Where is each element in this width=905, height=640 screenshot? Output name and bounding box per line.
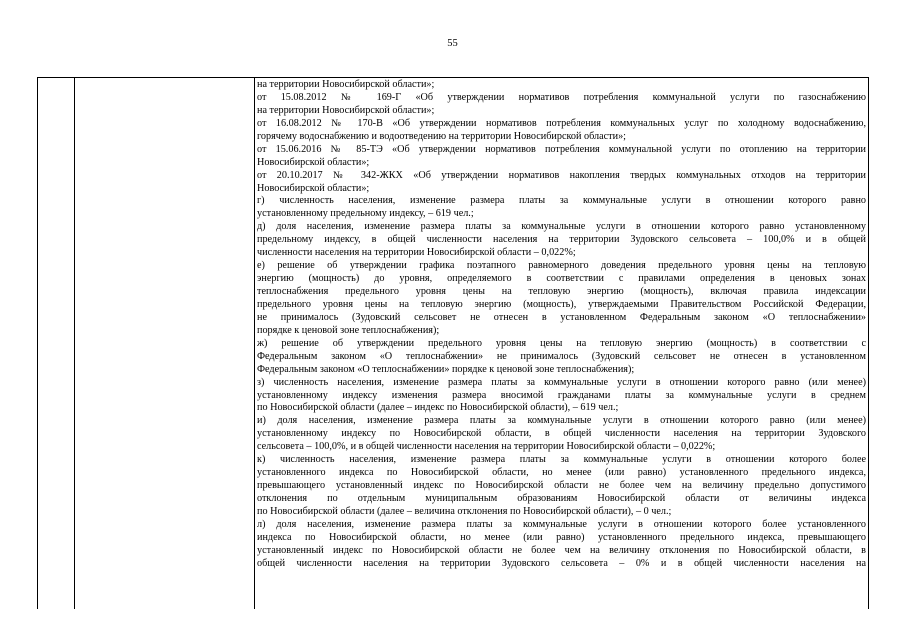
text-line: на территории Новосибирской области»; [257, 79, 435, 90]
text-line: установленному индексу по Новосибирской области, в общей численности населения на территории Зудовского [257, 428, 866, 440]
text-line: установленного индекса по Новосибирской области, но менее (или равно) установленного предельного индекса, [257, 467, 866, 479]
column-divider-1 [74, 78, 75, 609]
text-line: по Новосибирской области (далее – индекс по Новосибирской области), – 619 чел.; [257, 402, 619, 414]
text-line: не принималось (Зудовский сельсовет не отнесен в установленном Федеральным законом «О теплоснабжении» [257, 311, 866, 323]
text-line: установленному индексу изменения размера вносимой гражданами платы за коммунальные услуги в среднем [257, 389, 866, 401]
text-line: от 20.10.2017 № 342-ЖКХ «Об утверждении нормативов накопления твердых коммунальных отходов на территории [257, 169, 866, 181]
text-line: на территории Новосибирской области»; [257, 104, 435, 116]
text-line: Федеральным законом «О теплоснабжении» не принималось (Зудовский сельсовет не отнесен в установленном [257, 350, 866, 362]
text-line: горячему водоснабжению и водоотведению на территории Новосибирской области»; [257, 130, 627, 142]
text-line: Новосибирской области»; [257, 182, 370, 194]
text-line: Федеральным законом «О теплоснабжении» порядке к ценовой зоне теплоснабжения); [257, 363, 635, 375]
text-line: л) доля населения, изменение размера платы за коммунальные услуги в отношении которого более установленного [257, 518, 866, 530]
text-line: ж) решение об утверждении предельного уровня цены на тепловую энергию (мощность) в соответствии с [257, 337, 866, 349]
text-line: от 16.08.2012 № 170-В «Об утверждении нормативов потребления коммунальных услуг по холодному водоснабжению, [257, 117, 866, 129]
text-line: установленный индекс по Новосибирской области не более чем на величину отклонения по Новосибирской области, в [257, 544, 866, 556]
text-line: д) доля населения, изменение размера платы за коммунальные услуги в отношении которого равно установленному [257, 221, 866, 233]
text-line: Новосибирской области»; [257, 156, 370, 168]
text-line: к) численность населения, изменение размера платы за коммунальные услуги в отношении которого более [257, 454, 866, 466]
text-line: отклонения по отдельным муниципальным образованиям Новосибирской области от величины индекса [257, 493, 866, 504]
text-line: порядке к ценовой зоне теплоснабжения); [257, 324, 440, 336]
text-line: численности населения на территории Новосибирской области – 0,022%; [257, 247, 576, 259]
text-line: энергию (мощность) до уровня, определяемого в соответствии с правилами определения в ценовых зонах [257, 273, 866, 285]
text-line: от 15.06.2016 № 85-ТЭ «Об утверждении нормативов потребления коммунальной услуги по отоплению на территории [257, 143, 866, 155]
text-line: г) численность населения, изменение размера платы за коммунальные услуги в отношении которого равно [257, 195, 866, 207]
text-line: теплоснабжения предельного уровня цены на тепловую энергию (мощность), включая правила индексации [257, 286, 866, 297]
text-line: и) доля населения, изменение размера платы за коммунальные услуги в отношении которого равно (или менее) [257, 415, 866, 427]
text-line: превышающего установленный индекс по Новосибирской области не более чем на величину предельно допустимого [257, 480, 866, 492]
text-line: е) решение об утверждении графика поэтапного равномерного доведения предельного уровня цены на тепловую [257, 260, 866, 272]
table-cell-text [257, 79, 866, 571]
document-table [37, 77, 869, 609]
text-line: установленному предельному индексу, – 619 чел.; [257, 208, 474, 220]
text-line: предельного уровня цены на тепловую энергию (мощность), утверждаемыми Правительством Российской Федерации, [257, 298, 866, 310]
text-line: по Новосибирской области (далее – величина отклонения по Новосибирской области), – 0 чел.; [257, 505, 672, 517]
text-line: з) численность населения, изменение размера платы за коммунальные услуги в отношении которого равно (или менее) [257, 376, 866, 388]
text-line: индекса по Новосибирской области, но менее (или равно) установленного предельного индекса, превышающего [257, 531, 866, 543]
text-line: сельсовета – 100,0%, и в общей численности населения на территории Новосибирской области – 0,022%; [257, 441, 716, 453]
text-line: предельному индексу, в общей численности населения на территории Зудовского сельсовета – 100,0% и в общей [257, 234, 866, 246]
column-divider-2 [254, 78, 255, 609]
text-line: общей численности населения на территории Зудовского сельсовета – 0% и в общей численности населения на [257, 557, 866, 569]
page-number: 55 [447, 38, 458, 49]
text-line: от 15.08.2012 № 169-Г «Об утверждении нормативов потребления коммунальной услуги по газоснабжению [257, 91, 866, 103]
